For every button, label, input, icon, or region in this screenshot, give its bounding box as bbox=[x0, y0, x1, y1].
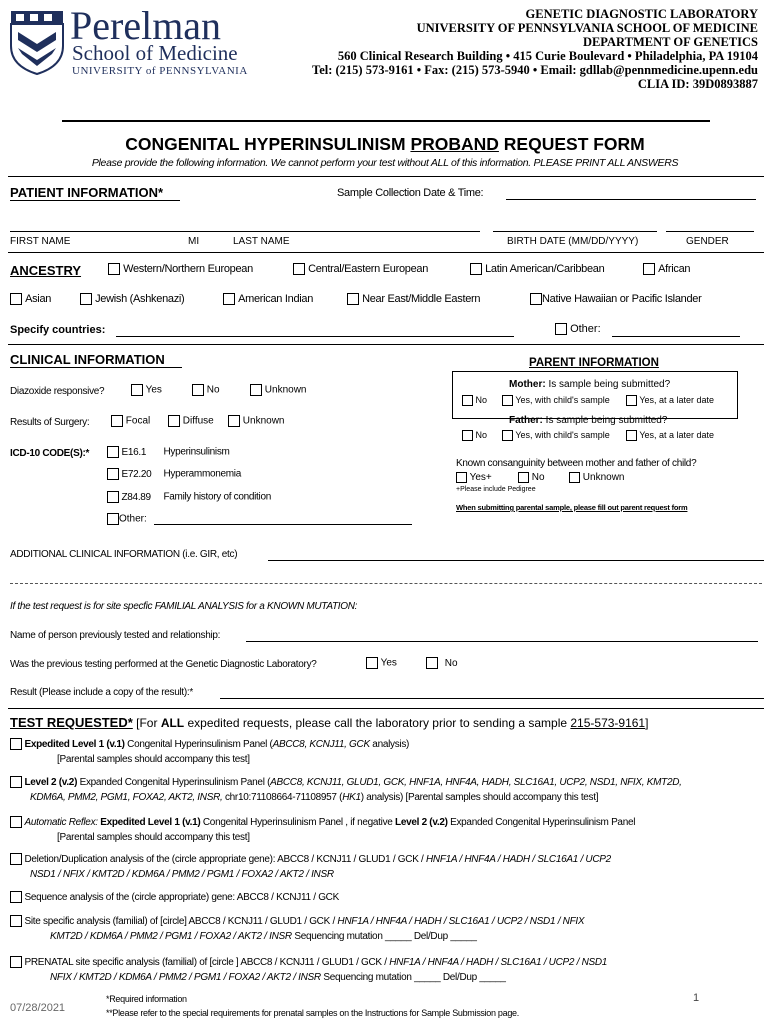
checkbox[interactable] bbox=[228, 415, 240, 427]
header-line5: Tel: (215) 573-9161 • Fax: (215) 573-5940 • Email: gdllab@pennmedicine.upenn.edu bbox=[312, 63, 758, 77]
test-option-site-specific[interactable]: Site specific analysis (familial) of [circle] ABCC8 / KCNJ11 / GLUD1 / GCK / HNF1A / HNF4A / HADH / SLC16A1 / UCP2 / NSD1 / NFIX KMT2D / KDM6A / PMM2 / PGM1 / FOXA2 / AKT2 / INSR Sequencing mutation _____ Del/Dup _____ bbox=[10, 914, 584, 944]
checkbox[interactable] bbox=[502, 430, 513, 441]
ancestry-option[interactable]: Asian bbox=[10, 293, 51, 305]
icd-option[interactable]: E72.20 Hyperammonemia bbox=[107, 468, 241, 480]
logo-university: UNIVERSITY of PENNSYLVANIA bbox=[72, 65, 248, 77]
first-name-label: FIRST NAME bbox=[10, 236, 71, 247]
ancestry-option[interactable]: African bbox=[643, 263, 690, 275]
checkbox[interactable] bbox=[470, 263, 482, 275]
parent-form-note: When submitting parental sample, please fill out parent request form bbox=[456, 503, 688, 512]
diazoxide-label: Diazoxide responsive? bbox=[10, 386, 105, 397]
parent-heading: PARENT INFORMATION bbox=[529, 357, 659, 369]
checkbox[interactable] bbox=[107, 491, 119, 503]
logo bbox=[8, 3, 253, 80]
logo-school: School of Medicine bbox=[72, 41, 238, 65]
gender-label: GENDER bbox=[686, 236, 729, 247]
test-option-deldup[interactable]: Deletion/Duplication analysis of the (circle appropriate gene): ABCC8 / KCNJ11 / GLUD1 / GCK / HNF1A / HNF4A / HADH / SLC16A1 / UCP2 NSD1 / NFIX / KMT2D / KDM6A / PMM2 / PGM1 / FOXA2 / AKT2 / INSR bbox=[10, 852, 611, 882]
checkbox[interactable] bbox=[131, 384, 143, 396]
name-field[interactable] bbox=[10, 231, 480, 232]
checkbox[interactable] bbox=[518, 472, 529, 483]
lab-header bbox=[312, 7, 758, 91]
mother-no[interactable]: No bbox=[462, 395, 487, 406]
previous-yes[interactable]: Yes bbox=[366, 657, 397, 669]
checkbox[interactable] bbox=[10, 853, 22, 865]
additional-field[interactable] bbox=[268, 560, 764, 561]
checkbox[interactable] bbox=[250, 384, 262, 396]
gender-field[interactable] bbox=[666, 231, 754, 232]
test-heading: TEST REQUESTED* [For ALL expedited requests, please call the laboratory prior to sending a sample 215-573-9161] bbox=[10, 715, 649, 730]
page-number: 1 bbox=[693, 992, 700, 1004]
checkbox[interactable] bbox=[10, 915, 22, 927]
checkbox[interactable] bbox=[347, 293, 359, 305]
ancestry-other[interactable]: Other: bbox=[555, 323, 601, 335]
mother-yes-with-child[interactable]: Yes, with child's sample bbox=[502, 395, 610, 406]
ancestry-option[interactable]: Central/Eastern European bbox=[293, 263, 428, 275]
surgery-diffuse[interactable]: Diffuse bbox=[168, 415, 214, 427]
icd-option[interactable]: Z84.89 Family history of condition bbox=[107, 491, 271, 503]
form-title: CONGENITAL HYPERINSULINISM PROBAND REQUEST FORM bbox=[125, 134, 645, 154]
father-no[interactable]: No bbox=[462, 430, 487, 441]
footer-prenatal-note: **Please refer to the special requirements for prenatal samples on the Instructions for Sample Submission page. bbox=[106, 1008, 519, 1018]
checkbox[interactable] bbox=[10, 956, 22, 968]
patient-heading: PATIENT INFORMATION* bbox=[10, 185, 164, 200]
checkbox[interactable] bbox=[293, 263, 305, 275]
ancestry-option[interactable]: Jewish (Ashkenazi) bbox=[80, 293, 184, 305]
checkbox[interactable] bbox=[555, 323, 567, 335]
checkbox[interactable] bbox=[10, 776, 22, 788]
person-label: Name of person previously tested and relationship: bbox=[10, 630, 221, 641]
checkbox[interactable] bbox=[192, 384, 204, 396]
surgery-unknown[interactable]: Unknown bbox=[228, 415, 284, 427]
icd-label: ICD-10 CODE(S):* bbox=[10, 448, 90, 459]
ancestry-option[interactable]: Native Hawaiian or Pacific Islander bbox=[530, 293, 701, 305]
form-subtitle: Please provide the following information. We cannot perform your test without ALL of this information. PLEASE PRINT ALL ANSWERS bbox=[91, 157, 679, 169]
checkbox[interactable] bbox=[462, 430, 473, 441]
birth-field[interactable] bbox=[493, 231, 657, 232]
collection-label: Sample Collection Date & Time: bbox=[337, 187, 484, 199]
ancestry-option[interactable]: Near East/Middle Eastern bbox=[347, 293, 480, 305]
checkbox[interactable] bbox=[10, 816, 22, 828]
test-option-level2[interactable]: Level 2 (v.2) Expanded Congenital Hyperinsulinism Panel (ABCC8, KCNJ11, GLUD1, GCK, HNF1A, HNF4A, HADH, SLC16A1, UCP2, NSD1, NFIX, KMT2D, KDM6A, PMM2, PGM1, FOXA2, AKT2, INSR, chr10:71108664-71108957 (HK1) analysis) [Parental samples should accompany this test] bbox=[10, 775, 682, 805]
checkbox[interactable] bbox=[626, 395, 637, 406]
test-option-prenatal[interactable]: PRENATAL site specific analysis (familial) of [circle ] ABCC8 / KCNJ11 / GLUD1 / GCK / HNF1A / HNF4A / HADH / SLC16A1 / UCP2 / NSD1 NFIX / KMT2D / KDM6A / PMM2 / PGM1 / FOXA2 / AKT2 / INSR Sequencing mutation _____ Del/Dup _____ bbox=[10, 955, 607, 985]
test-option-level1[interactable]: Expedited Level 1 (v.1) Congenital Hyperinsulinism Panel (ABCC8, KCNJ11, GCK analysis) [Parental samples should accompany this test] bbox=[10, 737, 409, 767]
test-option-sequence[interactable]: Sequence analysis of the (circle appropriate) gene: ABCC8 / KCNJ11 / GCK bbox=[10, 890, 339, 905]
checkbox[interactable] bbox=[107, 446, 119, 458]
icd-other[interactable]: Other: bbox=[107, 513, 147, 525]
checkbox[interactable] bbox=[10, 738, 22, 750]
checkbox[interactable] bbox=[426, 657, 438, 669]
penn-shield-icon bbox=[8, 8, 66, 76]
checkbox[interactable] bbox=[80, 293, 92, 305]
checkbox[interactable] bbox=[456, 472, 467, 483]
mi-label: MI bbox=[188, 236, 200, 247]
additional-field-2[interactable] bbox=[10, 583, 762, 584]
checkbox[interactable] bbox=[569, 472, 580, 483]
consang-unknown[interactable]: Unknown bbox=[569, 472, 624, 483]
collection-field[interactable] bbox=[506, 199, 756, 200]
lab-phone-link[interactable]: 215-573-9161 bbox=[570, 716, 646, 730]
person-field[interactable] bbox=[246, 641, 758, 642]
checkbox[interactable] bbox=[530, 293, 542, 305]
checkbox[interactable] bbox=[223, 293, 235, 305]
checkbox[interactable] bbox=[108, 263, 120, 275]
ancestry-option[interactable]: Latin American/Caribbean bbox=[470, 263, 604, 275]
result-label: Result (Please include a copy of the result):* bbox=[10, 687, 193, 698]
clinical-heading: CLINICAL INFORMATION bbox=[10, 352, 165, 367]
icd-other-field[interactable] bbox=[154, 524, 412, 525]
footer-required-note: *Required information bbox=[106, 994, 187, 1004]
icd-option[interactable]: E16.1 Hyperinsulinism bbox=[107, 446, 230, 458]
previous-no[interactable]: No bbox=[426, 657, 458, 669]
other-field[interactable] bbox=[612, 336, 740, 337]
checkbox[interactable] bbox=[366, 657, 378, 669]
logo-name: Perelman bbox=[70, 3, 222, 48]
specify-field[interactable] bbox=[116, 336, 514, 337]
header-line2: UNIVERSITY OF PENNSYLVANIA SCHOOL OF MEDICINE bbox=[416, 21, 758, 35]
surgery-focal[interactable]: Focal bbox=[111, 415, 150, 427]
checkbox[interactable] bbox=[111, 415, 123, 427]
additional-label: ADDITIONAL CLINICAL INFORMATION (i.e. GIR, etc) bbox=[10, 549, 238, 560]
checkbox[interactable] bbox=[168, 415, 180, 427]
last-name-label: LAST NAME bbox=[233, 236, 290, 247]
mother-yes-later[interactable]: Yes, at a later date bbox=[626, 395, 714, 406]
test-option-reflex[interactable]: Automatic Reflex: Expedited Level 1 (v.1) Congenital Hyperinsulinism Panel , if negative Level 2 (v.2) Expanded Congenital Hyperinsulinism Panel [Parental samples should accompany this test] bbox=[10, 815, 635, 845]
consang-yes[interactable]: Yes+ bbox=[456, 472, 492, 483]
consang-no[interactable]: No bbox=[518, 472, 545, 483]
father-yes-later[interactable]: Yes, at a later date bbox=[626, 430, 714, 441]
checkbox[interactable] bbox=[107, 468, 119, 480]
header-divider bbox=[62, 120, 710, 122]
result-field[interactable] bbox=[220, 698, 764, 699]
checkbox[interactable] bbox=[10, 891, 22, 903]
header-line3: DEPARTMENT OF GENETICS bbox=[582, 35, 758, 49]
checkbox[interactable] bbox=[462, 395, 473, 406]
specify-label: Specify countries: bbox=[10, 324, 106, 336]
ancestry-heading: ANCESTRY bbox=[10, 263, 82, 278]
checkbox[interactable] bbox=[10, 293, 22, 305]
father-yes-with-child[interactable]: Yes, with child's sample bbox=[502, 430, 610, 441]
checkbox[interactable] bbox=[107, 513, 119, 525]
header-line6: CLIA ID: 39D0893887 bbox=[637, 77, 758, 91]
diazoxide-unknown[interactable]: Unknown bbox=[250, 384, 306, 396]
ancestry-option[interactable]: American Indian bbox=[223, 293, 313, 305]
father-question: Father: Is sample being submitted? bbox=[509, 415, 668, 426]
diazoxide-yes[interactable]: Yes bbox=[131, 384, 162, 396]
familial-note: If the test request is for site specfic FAMILIAL ANALYSIS for a KNOWN MUTATION: bbox=[10, 601, 358, 612]
birth-label: BIRTH DATE (MM/DD/YYYY) bbox=[507, 236, 639, 247]
surgery-label: Results of Surgery: bbox=[10, 417, 90, 428]
previous-testing-label: Was the previous testing performed at the Genetic Diagnostic Laboratory? bbox=[10, 659, 317, 670]
checkbox[interactable] bbox=[643, 263, 655, 275]
ancestry-option[interactable]: Western/Northern European bbox=[108, 263, 253, 275]
checkbox[interactable] bbox=[626, 430, 637, 441]
consanguinity-question: Known consanguinity between mother and father of child? bbox=[456, 458, 697, 469]
checkbox[interactable] bbox=[502, 395, 513, 406]
header-line4: 560 Clinical Research Building • 415 Curie Boulevard • Philadelphia, PA 19104 bbox=[337, 49, 758, 63]
footer-date: 07/28/2021 bbox=[10, 1002, 66, 1014]
diazoxide-no[interactable]: No bbox=[192, 384, 220, 396]
pedigree-note: +Please include Pedigree bbox=[456, 486, 536, 493]
header-line1: GENETIC DIAGNOSTIC LABORATORY bbox=[525, 7, 758, 21]
mother-question: Mother: Is sample being submitted? bbox=[509, 379, 671, 390]
